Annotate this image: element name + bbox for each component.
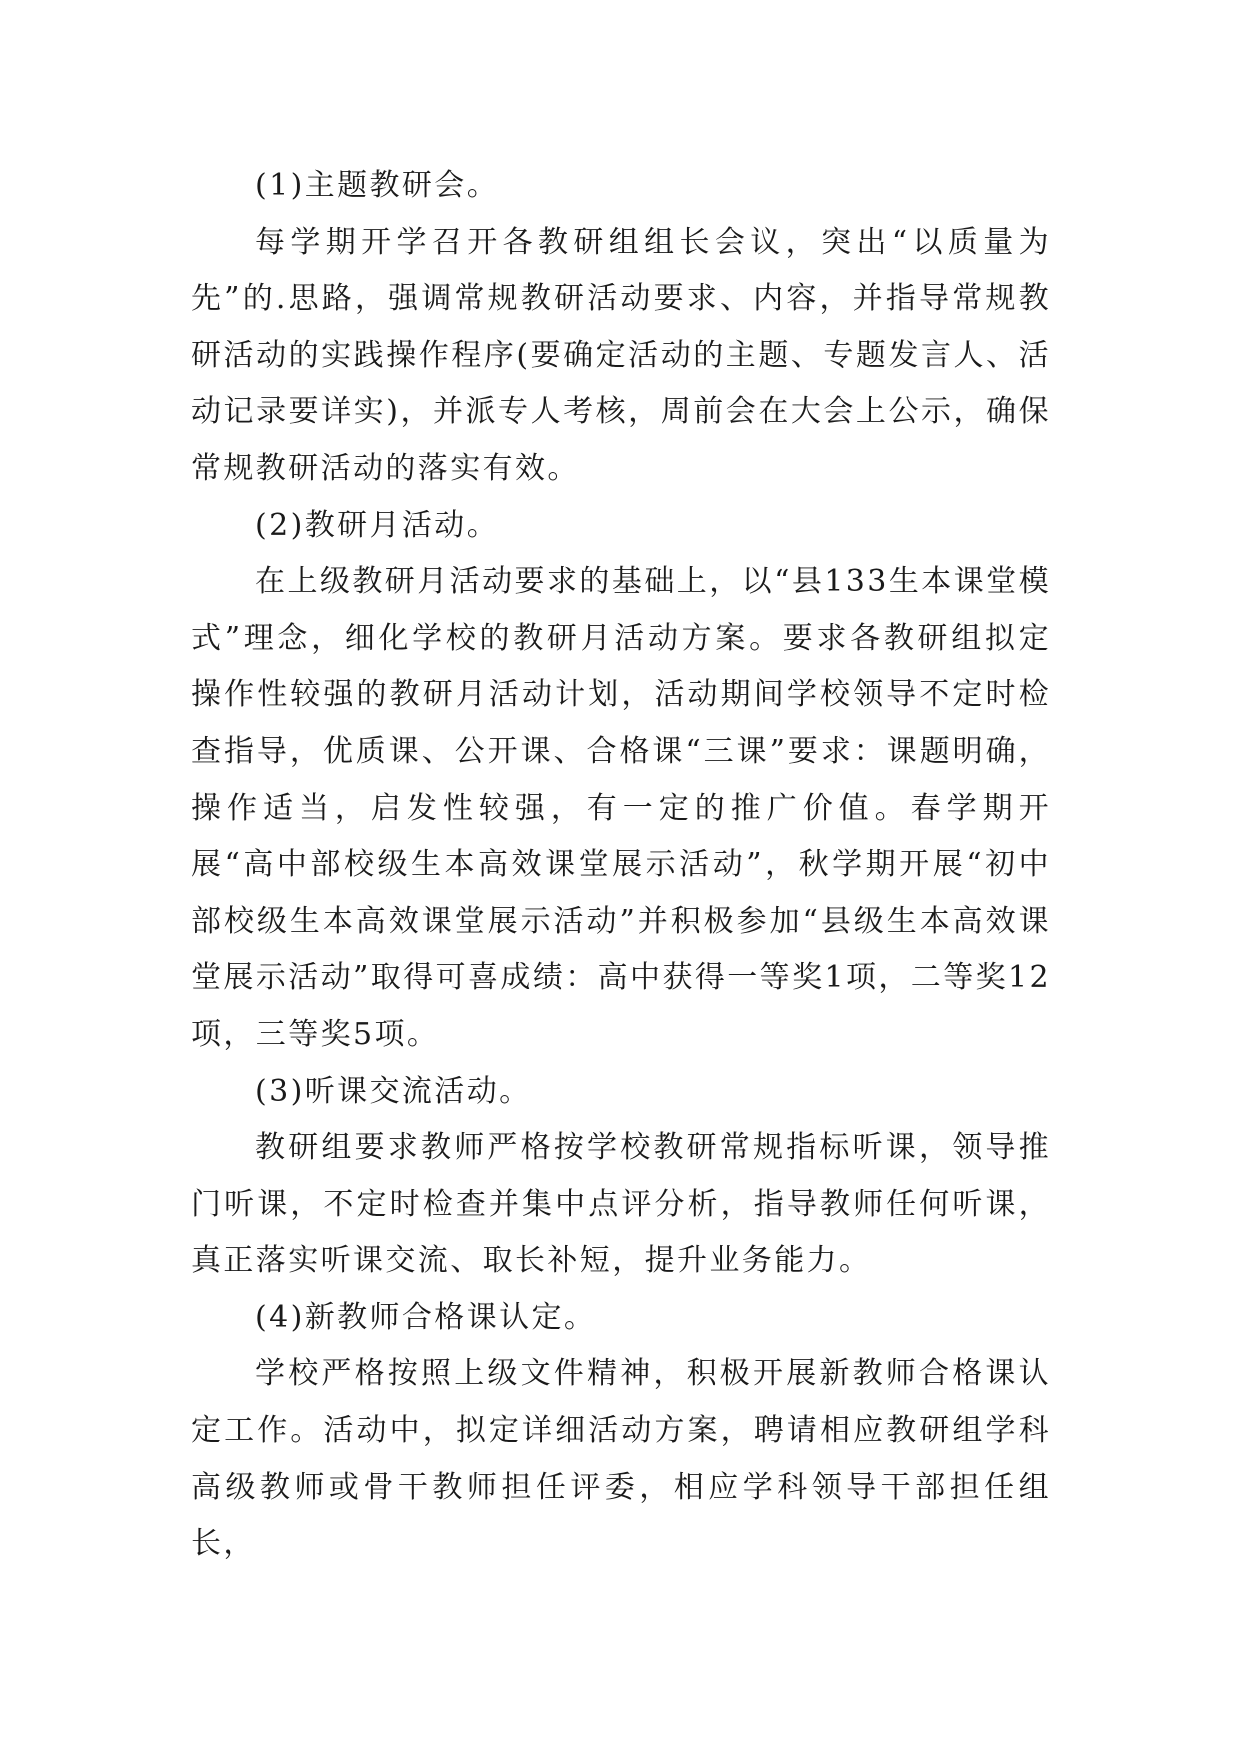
paragraph-lesson-observation: 教研组要求教师严格按学校教研常规指标听课，领导推门听课，不定时检查并集中点评分析，指导教师任何听课，真正落实听课交流、取长补短，提升业务能力。	[191, 1130, 1051, 1279]
section-heading-1: (1)主题教研会。	[255, 168, 500, 203]
section-heading-4: (4)新教师合格课认定。	[255, 1299, 597, 1335]
document-body	[191, 158, 1051, 1573]
section-heading-2: (2)教研月活动。	[255, 507, 500, 543]
paragraph-themed-meeting: 每学期开学召开各教研组组长会议，突出“以质量为先”的.思路，强调常规教研活动要求、内容，并指导常规教研活动的实践操作程序(要确定活动的主题、专题发言人、活动记录要详实)，并派专人考核，周前会在大会上公示，确保常规教研活动的落实有效。	[191, 224, 1051, 486]
section-heading-3: (3)听课交流活动。	[255, 1073, 532, 1109]
paragraph-research-month: 在上级教研月活动要求的基础上，以“县133生本课堂模式”理念，细化学校的教研月活动方案。要求各教研组拟定操作性较强的教研月活动计划，活动期间学校领导不定时检查指导，优质课、公开课、合格课“三课”要求：课题明确，操作适当，启发性较强，有一定的推广价值。春学期开展“高中部校级生本高效课堂展示活动”，秋学期开展“初中部校级生本高效课堂展示活动”并积极参加“县级生本高效课堂展示活动”取得可喜成绩：高中获得一等奖1项，二等奖12项，三等奖5项。	[191, 564, 1051, 1052]
paragraph-new-teacher-certification: 学校严格按照上级文件精神，积极开展新教师合格课认定工作。活动中，拟定详细活动方案，聘请相应教研组学科高级教师或骨干教师担任评委，相应学科领导干部担任组长，	[191, 1356, 1051, 1562]
